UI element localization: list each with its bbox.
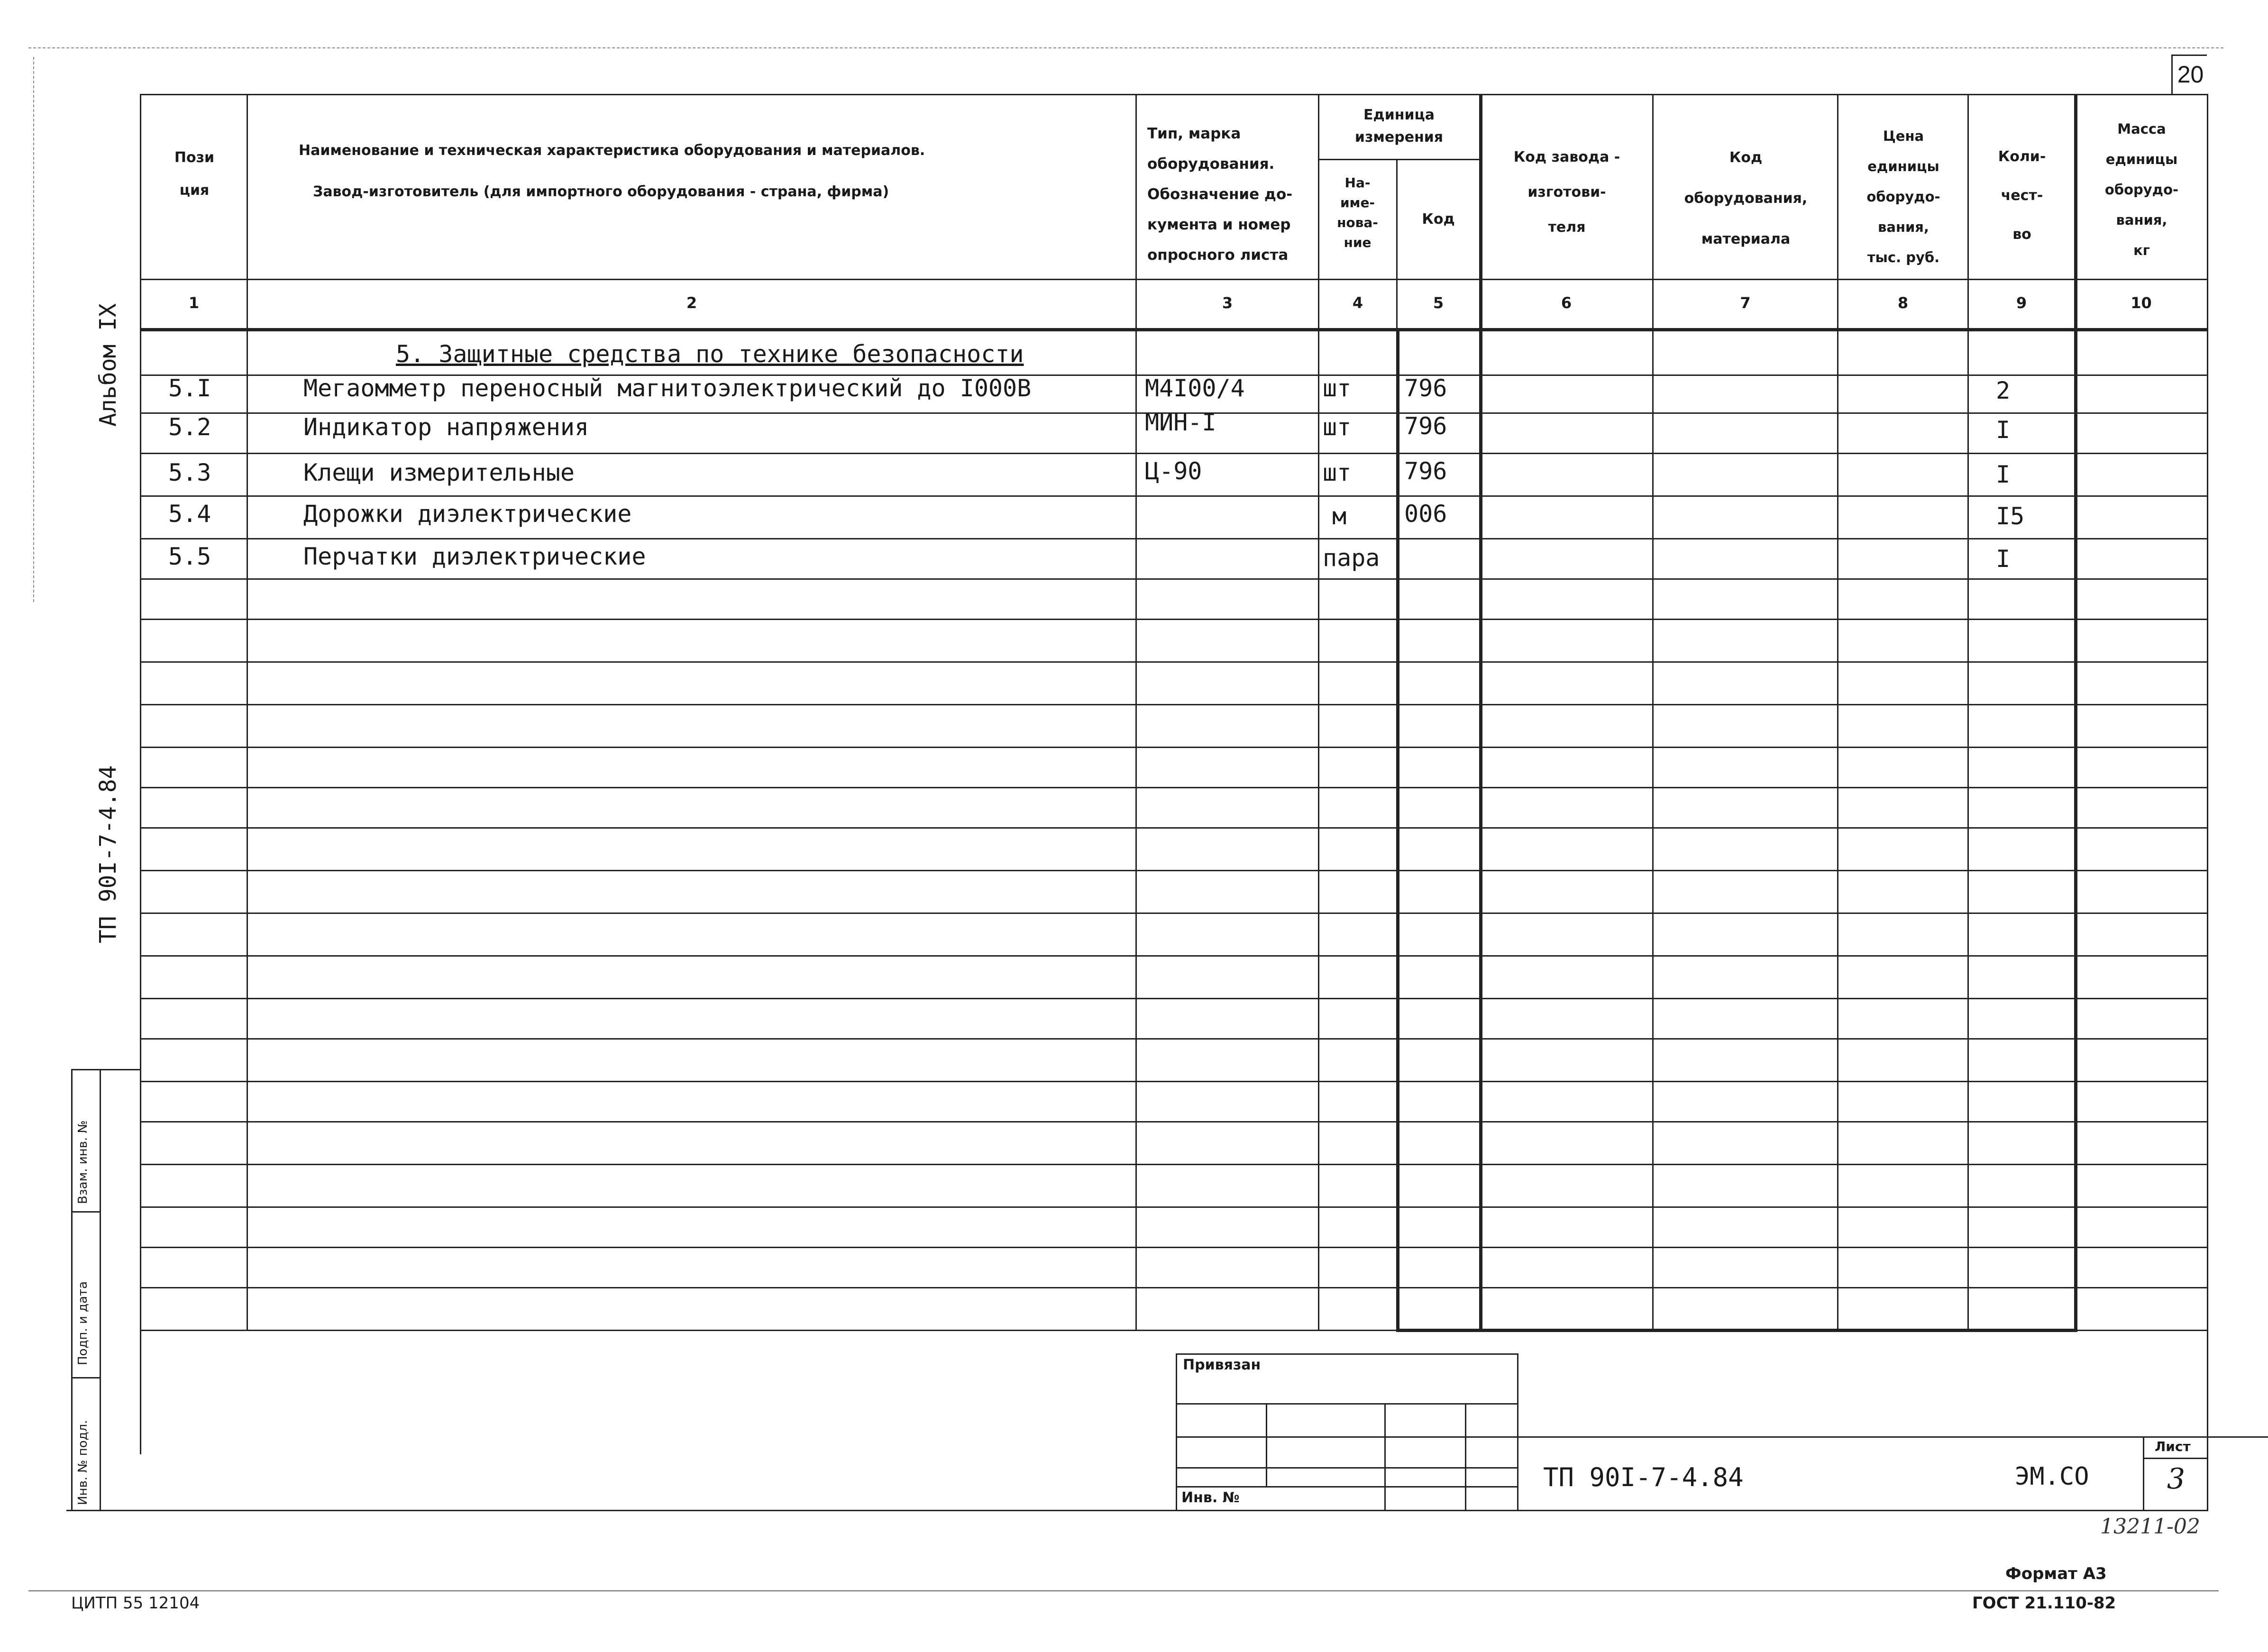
header-name <box>256 140 1062 203</box>
column-number-2: 2 <box>686 294 697 312</box>
row-line-23 <box>140 1287 2207 1288</box>
doc-code: ТП 90I-7-4.84 <box>1543 1462 1744 1492</box>
header-price-line5: тыс. руб. <box>1867 249 1940 265</box>
trim-line-top <box>28 47 2223 48</box>
footer-format: Формат А3 <box>2005 1564 2107 1583</box>
col-line-8 <box>1967 94 1969 1330</box>
row-code: 006 <box>1404 500 1447 528</box>
column-number-6: 6 <box>1561 294 1572 312</box>
row-position: 5.I <box>168 374 211 402</box>
header-factory-code-line2: изготови- <box>1527 184 1606 201</box>
header-mass-line5: кг <box>2133 242 2150 258</box>
row-line-7 <box>140 619 2207 620</box>
row-line-15 <box>140 955 2207 957</box>
footer-gost: ГОСТ 21.110-82 <box>1972 1594 2116 1613</box>
stamp-col-left <box>71 1069 73 1510</box>
stamp-inv-no: Инв. № подл. <box>76 1420 90 1505</box>
privyazan-line2 <box>1176 1436 2268 1438</box>
col-line-7 <box>1837 94 1838 1330</box>
stamp-col-top <box>71 1069 140 1070</box>
row-line-8 <box>140 661 2207 663</box>
frame-bottom <box>66 1510 2207 1511</box>
row-code: 796 <box>1404 457 1447 485</box>
header-name-line2: Завод-изготовитель (для импортного оборудования - страна, фирма) <box>313 183 889 200</box>
footer-publisher: ЦИТП 55 12104 <box>71 1594 200 1613</box>
project-side-label: ТП 90I-7-4.84 <box>95 765 121 943</box>
privyazan-top <box>1176 1353 1517 1355</box>
row-unit: м <box>1332 502 1347 530</box>
header-unit-name <box>1319 173 1396 253</box>
header-unit-group <box>1319 104 1479 148</box>
header-unit-code <box>1398 209 1479 231</box>
header-type <box>1138 119 1318 270</box>
stamp-col-mid <box>100 1069 101 1510</box>
header-unit-name-line2: име- <box>1340 195 1375 210</box>
header-name-line1: Наименование и техническая характеристика оборудования и материалов. <box>299 142 925 159</box>
privyazan-col1 <box>1266 1403 1267 1486</box>
frame-top <box>140 94 2207 95</box>
row-position: 5.5 <box>168 543 211 570</box>
header-equipment-code <box>1655 137 1837 260</box>
row-line-17 <box>140 1038 2207 1040</box>
doc-mark: ЭМ.СО <box>2015 1462 2089 1491</box>
privyazan-col2 <box>1384 1403 1386 1510</box>
header-unit-name-line1: На- <box>1344 175 1371 191</box>
row-quantity: 2 <box>1996 377 2011 404</box>
row-line-13 <box>140 870 2207 871</box>
header-price-line4: вания, <box>1878 219 1929 235</box>
header-factory-code-line1: Код завода - <box>1513 149 1620 165</box>
header-quantity-line1: Коли- <box>1998 148 2046 165</box>
header-type-line2: оборудования. <box>1147 155 1275 173</box>
header-position <box>142 147 247 201</box>
header-type-line4: кумента и номер <box>1147 216 1291 233</box>
row-line-4 <box>140 495 2207 497</box>
row-unit: шт <box>1323 413 1352 441</box>
header-type-line3: Обозначение до- <box>1147 186 1293 203</box>
column-number-3: 3 <box>1222 294 1233 312</box>
header-unit-name-line4: ние <box>1344 235 1372 250</box>
bold-block-top <box>1396 328 2077 331</box>
unit-group-divider <box>1318 159 1479 160</box>
col-line-3 <box>1318 94 1319 1330</box>
row-line-11 <box>140 787 2207 788</box>
row-type: МИН-I <box>1145 409 1216 436</box>
row-quantity: I5 <box>1996 502 2025 530</box>
header-mass-line3: оборудо- <box>2104 182 2179 198</box>
sheet-number-box-top <box>2171 55 2207 56</box>
header-mass-line4: вания, <box>2116 212 2167 228</box>
row-line-21 <box>140 1206 2207 1208</box>
header-quantity-line3: во <box>2012 226 2031 243</box>
row-unit: пара <box>1323 544 1380 572</box>
row-line-10 <box>140 747 2207 748</box>
col-line-5 <box>1479 94 1482 1330</box>
row-line-12 <box>140 827 2207 829</box>
header-price-line1: Цена <box>1883 128 1924 144</box>
row-line-18 <box>140 1081 2207 1082</box>
header-factory-code-line3: теля <box>1548 219 1586 236</box>
header-mass-line1: Масса <box>2117 121 2166 137</box>
row-position: 5.4 <box>168 500 211 528</box>
row-type: Ц-90 <box>1145 457 1202 485</box>
column-number-5: 5 <box>1433 294 1444 312</box>
stamp-sign-date: Подп. и дата <box>76 1281 90 1365</box>
row-name: Клещи измерительные <box>303 459 575 486</box>
col-line-2 <box>1135 94 1137 1330</box>
stamp-col-div1 <box>71 1211 100 1213</box>
header-price-line3: оборудо- <box>1866 189 1940 205</box>
header-type-line1: Тип, марка <box>1147 125 1241 142</box>
header-bottom <box>140 279 2207 280</box>
section-title: 5. Защитные средства по технике безопасности <box>396 340 1024 368</box>
col-line-6 <box>1652 94 1654 1330</box>
header-equipment-code-line1: Код <box>1729 149 1763 166</box>
header-unit-name-line3: нова- <box>1337 215 1378 230</box>
privyazan-right <box>1517 1353 1518 1510</box>
row-line-22 <box>140 1247 2207 1248</box>
sheet-number: 20 <box>2177 61 2204 88</box>
row-line-19 <box>140 1121 2207 1123</box>
row-position: 5.2 <box>168 413 211 441</box>
bold-block-left <box>1396 328 1399 1330</box>
header-quantity <box>1970 137 2074 254</box>
header-position-line1: Пози <box>174 149 215 166</box>
row-quantity: I <box>1996 416 2011 444</box>
footer-line <box>28 1590 2219 1591</box>
stamp-replace-inv: Взам. инв. № <box>76 1120 90 1204</box>
column-number-4: 4 <box>1352 294 1363 312</box>
row-code: 796 <box>1404 374 1447 402</box>
header-factory-code <box>1482 140 1652 245</box>
header-mass-line2: единицы <box>2105 151 2178 167</box>
row-type: М4I00/4 <box>1145 374 1245 402</box>
trim-line-left <box>33 57 34 602</box>
column-number-8: 8 <box>1897 294 1909 312</box>
column-number-9: 9 <box>2016 294 2027 312</box>
header-position-line2: ция <box>179 182 210 199</box>
row-name: Индикатор напряжения <box>303 413 589 441</box>
frame-right <box>2207 94 2208 1511</box>
privyazan-inv-label: Инв. № <box>1181 1489 1240 1506</box>
row-line-20 <box>140 1164 2207 1165</box>
header-unit-line2: измерения <box>1354 128 1444 146</box>
row-name: Перчатки диэлектрические <box>303 543 646 570</box>
row-line-6 <box>140 578 2207 580</box>
handwritten-note: 13211-02 <box>2100 1515 2200 1539</box>
row-line-16 <box>140 998 2207 999</box>
column-number-10: 10 <box>2131 294 2152 312</box>
privyazan-col3 <box>1465 1403 1466 1510</box>
header-price-line2: единицы <box>1867 158 1939 174</box>
header-quantity-line2: чест- <box>2001 187 2043 204</box>
bold-block-bottom <box>1396 1329 2077 1332</box>
row-quantity: I <box>1996 461 2011 488</box>
row-line-5 <box>140 538 2207 539</box>
row-quantity: I <box>1996 545 2011 573</box>
header-unit-line1: Единица <box>1363 107 1435 123</box>
sheet-box-label: Лист <box>2155 1439 2191 1454</box>
column-number-7: 7 <box>1740 294 1751 312</box>
sheet-box-value: 3 <box>2167 1462 2186 1496</box>
header-equipment-code-line3: материала <box>1701 231 1791 247</box>
sheet-box-div <box>2143 1458 2207 1459</box>
row-line-14 <box>140 913 2207 914</box>
row-unit: шт <box>1323 374 1352 402</box>
col-line-1 <box>247 94 248 1330</box>
header-unit-code-line1: Код <box>1422 211 1455 228</box>
column-number-1: 1 <box>188 294 200 312</box>
row-position: 5.3 <box>168 459 211 486</box>
header-equipment-code-line2: оборудования, <box>1684 190 1808 207</box>
col-line-9 <box>2074 94 2077 1330</box>
stamp-col-div2 <box>71 1377 100 1378</box>
row-unit: шт <box>1323 459 1352 486</box>
header-type-line5: опросного листа <box>1147 246 1289 264</box>
row-name: Мегаомметр переносный магнитоэлектрический до I000В <box>303 374 1032 402</box>
sheet-box-left <box>2143 1436 2144 1510</box>
row-name: Дорожки диэлектрические <box>303 500 632 528</box>
sheet-number-box-left <box>2171 55 2173 95</box>
privyazan-label: Привязан <box>1183 1357 1261 1373</box>
album-label: Альбом IX <box>95 303 121 427</box>
row-line-9 <box>140 704 2207 705</box>
row-code: 796 <box>1404 412 1447 440</box>
row-line-3 <box>140 453 2207 454</box>
header-mass <box>2076 114 2207 265</box>
header-price <box>1839 121 1967 273</box>
